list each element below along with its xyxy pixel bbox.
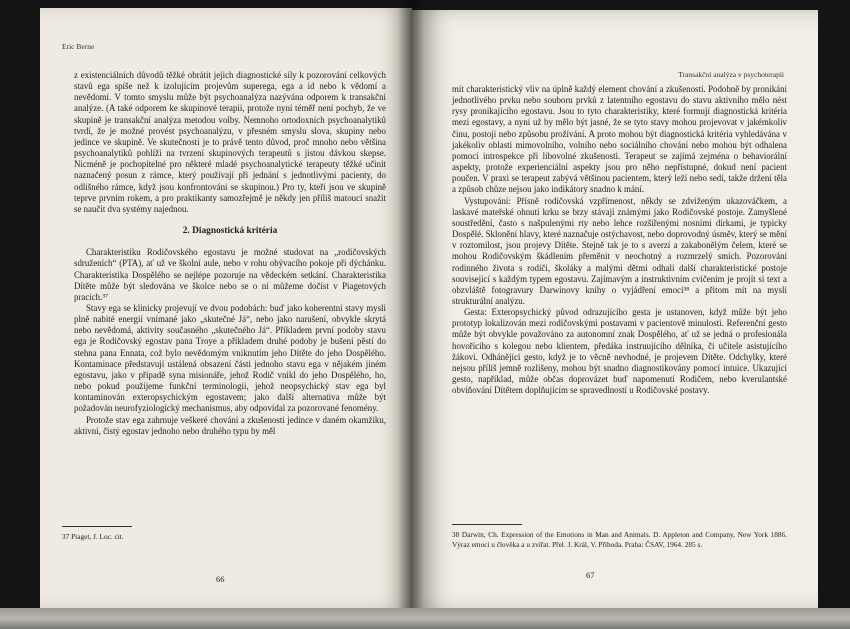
section-heading: 2. Diagnostická kritéria [182, 226, 278, 237]
paragraph: Charakteristiku Rodičovského egostavu je možné studovat na „rodičovských sdruženích“ (PTA), ať už ve školní aule, nebo v rohu obývacího pokoje při dýchánku. Charakteristika Dospělého se nejlépe pozoruje na vědeckém setkání. Charakteristika Dítěte může být sledována ve školce nebo se o ní můžeme dočíst v Piagetových pracích.³⁷ [74, 247, 386, 302]
paragraph: Gesta: Exteropsychický původ odrazujícího gesta je ustanoven, když může být jeho prototyp lokalizován mezi rodičovskými postavami v pacientově minulosti. Referenční gesto může být obvykle považováno za autonomní znak Dospělého, ať už se jedná o profesionála hovořícího s kolegou nebo klientem, předáka instruujícího dělníka, či učitele asistujícího žákovi. Odhánějící gesto, když je to věcně nevhodné, je projevem Dítěte. Odchylky, které nejsou příliš jemně rozlišeny, mohou být snadno diagnostikovány pomocí intuice. Ukazující gesto, například, může občas doprovázet buď napomenutí Rodičem, nebo kverulantské obviňování Dítětem doplňujícím se spravedlností u Rodičovské postavy. [452, 307, 787, 396]
paragraph: mít charakteristický vliv na úplně každý element chování a zkušeností. Podobně by pronikání jednotlivého prvku nebo souboru prvků z latentního egostavu do stavu aktivního mělo nést rysy pronikajícího egostavu. Jsou to tyto charakteristiky, které formují diagnostická kritéria mezi egostavy, a nyní už by mělo být jasné, že se tyto stavy mohou projevovat v jakémkoliv činu, postoji nebo způsobu prožívání. A proto mohou být diagnostická kritéria vyhledávána v jakékoliv oblasti mimovolního, volního nebo sociálního chování nebo mohou být odhalena pomocí introspekce při libovolné zkušenosti. Terapeut se zajímá zejména o behaviorální aspekty, protože experienciální aspekty jsou pro něho nepřístupné, dokud není pacient poučen. V praxi se terapeut zabývá většinou pacientem, který leží nebo sedí, takže držení těla a způsob chůze nejsou jako indikátory snadno k mání. [452, 84, 787, 195]
footnote: 38 Darwin, Ch. Expression of the Emotions in Man and Animals. D. Appleton and Company, New York 1886. Výraz emocí u člověka a u zvířat. Přel. J. Král, V. Příhoda. Praha: ČSAV, 1964. 285 s. [452, 530, 787, 549]
footnote: 37 Piaget, J. Loc. cit. [62, 532, 124, 541]
left-page [40, 8, 412, 608]
paragraph: z existenciálních důvodů těžké obrátit jejich diagnostické síly k pozorování celkových stavů ega spíše než k izolujícím projevům superega, ega a id nebo k vědomí a nevědomí. V tomto smyslu může být psychoanalýza nazývána odporem k transakční analýze. (A také odporem ke skupinové terapii, protože nyní téměř není pochyb, že ve skupině je transakční analýza metodou volby. Nemnoho ortodoxních psychoanalytiků tvrdí, že je možné provést psychoanalýzu, v přesném smyslu slova, skupiny nebo jedince ve skupině. Ve skutečnosti je to právě tento důvod, proč mnoho nebo většina psychoanalytiků pohlíží na tvrzení skupinových terapeutů s jistou dávkou skepse. Nicméně je pochopitelné pro některé mladé psychoanalytické terapeuty těžké učinit naznačený posun z rámce, který používají při jednání s jednotlivými pacienty, do odlišného rámce, když jsou konfrontováni se skupinou.) Pro ty, kteří jsou ve skupině teprve prvním rokem, a pro praktikanty samozřejmě je někdy jen příliš matoucí snažit se naučit dva systémy najednou. [74, 70, 386, 214]
book-edge [0, 608, 850, 629]
book-spine-shadow [398, 0, 424, 629]
paragraph: Protože stav ega zahrnuje veškeré chování a zkušenosti jedince v daném okamžiku, aktivní, čistý egostav jednoho nebo druhého typu by měl [74, 414, 386, 436]
page-number: 67 [586, 570, 595, 580]
right-body-text [452, 84, 787, 396]
running-header-author: Eric Berne [62, 42, 95, 51]
page-number: 66 [216, 574, 225, 584]
right-page [410, 10, 818, 610]
running-header-title: Transakční analýza v psychoterapii [678, 70, 784, 79]
footnote-rule [62, 526, 132, 527]
paragraph: Vystupování: Přísně rodičovská vzpřímenost, někdy se zdviženým ukazováčkem, a laskavé mateřské ohnutí krku se brzy stávají známými jako Rodičovské postoje. Zamyšlené soustředění, často s našpulenými rty nebo lehce rozšířenými nosními dírkami, je typicky Dospělé. Sklonění hlavy, které naznačuje ostýchavost, nebo doprovodný úsměv, který se mění v roztomilost, jsou projevy Dítěte. Stejně tak je to s averzí a zakabonělým čelem, které se mohou Rodičovským škádlením přeměnit v neochotný a rozmrzelý smích. Pozorování rodinného života s rodiči, školáky a malými dětmi odhalí další charakteristické postoje související s každým typem egostavu. Zajímavým a instruktivním cvičením je projít si text a obzvláště fotogravury Darwinovy knihy o vyjádření emocí³⁸ a přitom mít na mysli strukturální analýzu. [452, 195, 787, 306]
footnote-rule [452, 524, 522, 525]
left-body-text [74, 70, 386, 437]
paragraph: Stavy ega se klinicky projevují ve dvou podobách: buď jako koherentní stavy mysli plně nabité energií vnímané jako „skutečné Já“, nebo jako narušení, obvykle skrytá nebo nevědomá, aktivity současného „skutečného Já“. Příkladem první podoby stavu ega je Rodičovský egostav pana Troye a příkladem druhé podoby je bušení pěstí do stehna pana Ennata, což bylo nevědomým vniknutím jeho Dítěte do jeho Dospělého. Kontaminace představují ustálená obsazení části jednoho stavu ega v nějakém jiném egostavu, jako v případě syna misionáře, jehož Rodič vnikl do jeho Dospělého, ho, nebo pokud použijeme funkční terminologii, jehož neopsychický stav ega byl kontaminován exteropsychickým egostavem; jako další alternativa může být požadován neurofyziologický mechanismus, aby odpovídal za pozorované fenomény. [74, 302, 386, 414]
